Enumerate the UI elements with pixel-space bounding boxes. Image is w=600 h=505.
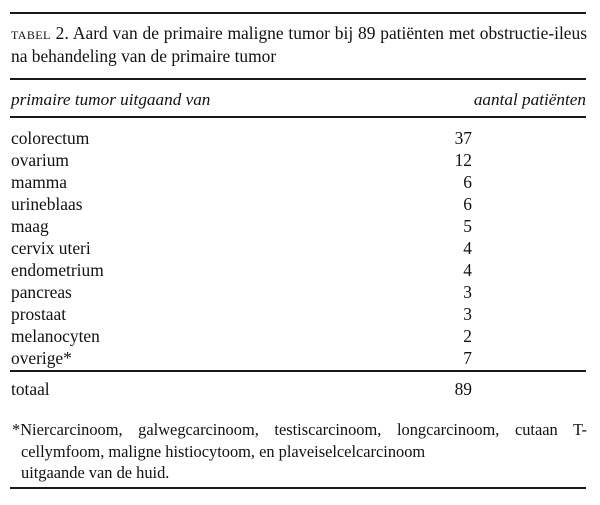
table-rule-bottom [10,487,586,489]
table-caption [11,22,587,68]
table-row [0,347,600,369]
table-row [0,215,600,237]
column-header-patient-count: aantal patiënten [473,90,586,109]
row-count: 6 [463,172,472,192]
row-label: prostaat [11,304,67,324]
row-label: pancreas [11,282,72,302]
table-caption-label: tabel [11,23,51,43]
table-row [0,149,600,171]
footnote-line-1: *Niercarcinoom, galwegcarcinoom, testiscarcinoom, longcarcinoom, cutaan T-cellymfoom, maligne histiocytoom, en plaveiselcelcarcinoom [12,420,587,461]
table-row [0,325,600,347]
table-total-row [0,378,600,400]
row-label: melanocyten [11,326,100,346]
row-label: urineblaas [11,194,83,214]
row-count: 6 [463,194,472,214]
table-rule-below-headers [10,116,586,118]
total-label: totaal [11,379,50,399]
row-count: 7 [463,348,472,368]
row-label: mamma [11,172,68,192]
table-row [0,259,600,281]
row-label: endometrium [11,260,104,280]
table-footnote [12,419,587,484]
table-row [0,127,600,149]
table-caption-number: 2. [55,23,70,43]
table-rule-above-total [10,370,586,372]
row-label: cervix uteri [11,238,91,258]
table-row [0,281,600,303]
row-count: 4 [463,238,472,258]
row-count: 5 [463,216,472,236]
total-count: 89 [454,379,472,399]
column-header-primary-tumor: primaire tumor uitgaand van [11,90,211,109]
table-row [0,303,600,325]
footnote-line-2: uitgaande van de huid. [21,463,170,482]
table-rule-top [10,12,586,14]
row-count: 37 [454,128,472,148]
row-count: 2 [463,326,472,346]
table-row [0,193,600,215]
row-label: ovarium [11,150,69,170]
table-row [0,237,600,259]
row-count: 3 [463,304,472,324]
row-label: colorectum [11,128,90,148]
table-caption-text: Aard van de primaire maligne tumor bij 89 patiënten met obstructie-ileus na behandeling van de primaire tumor [11,23,587,66]
row-count: 12 [454,150,472,170]
table-rule-below-caption [10,78,586,80]
table-body [0,127,600,369]
row-label: maag [11,216,49,236]
row-count: 3 [463,282,472,302]
row-label: overige* [11,348,72,368]
row-count: 4 [463,260,472,280]
table-row [0,171,600,193]
